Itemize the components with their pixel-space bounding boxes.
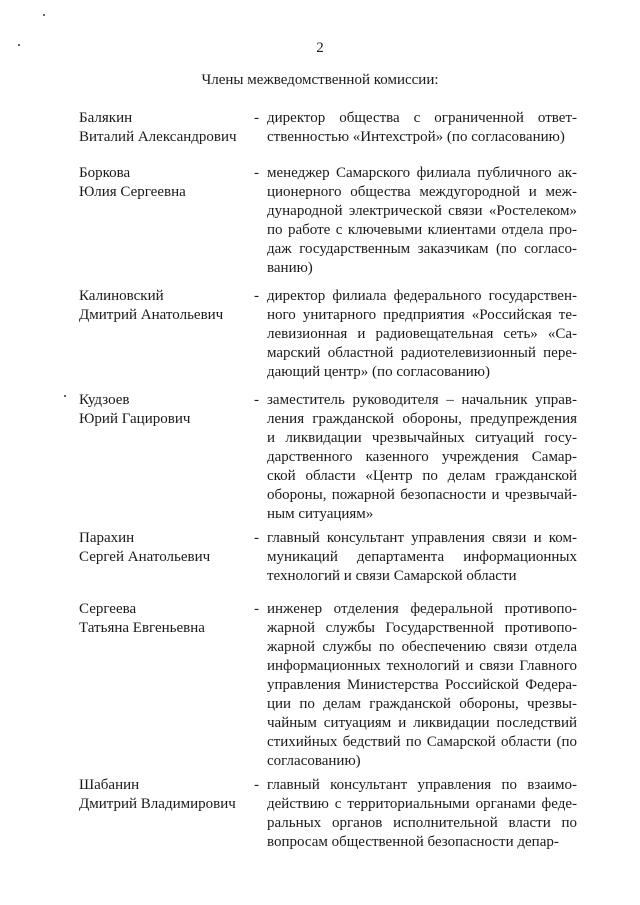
member-name: [79, 109, 259, 147]
position-line: информационных технологий и связи Главного: [267, 658, 577, 674]
member-surname: Сергеева: [79, 601, 137, 617]
position-line: директор филиала федерального государствен-: [267, 288, 577, 304]
position-line: вопросам общественной безопасности депар-: [267, 834, 559, 850]
position-line: чайным ситуациям и ликвидации последствий: [267, 715, 577, 731]
position-line: ции по делам гражданской обороны, чрезвы-: [267, 696, 577, 712]
position-line: действию с территориальными органами феде-: [267, 796, 577, 812]
position-line: по работе с ключевыми клиентами отдела про-: [267, 222, 577, 238]
entry-dash: -: [254, 165, 259, 181]
position-line: управления Министерства Российской Федера-: [267, 677, 577, 693]
position-line: ственностью «Интехстрой» (по согласованию): [267, 129, 565, 145]
position-line: ления гражданской обороны, предупреждения: [267, 411, 577, 427]
entry-dash: -: [254, 110, 259, 126]
position-line: главный консультант управления связи и ком-: [267, 530, 577, 546]
member-given: Дмитрий Владимирович: [79, 796, 236, 812]
position-line: марский областной радиотелевизионный пере-: [267, 345, 577, 361]
scan-speck: [64, 395, 66, 397]
member-given: Виталий Александрович: [79, 129, 237, 145]
member-surname: Кудзоев: [79, 392, 130, 408]
member-given: Юлия Сергеевна: [79, 184, 186, 200]
entry-dash: -: [254, 777, 259, 793]
member-name: [79, 391, 259, 429]
member-position: [267, 109, 577, 147]
member-given: Юрий Гацирович: [79, 411, 191, 427]
member-surname: Калиновский: [79, 288, 164, 304]
position-line: ской области «Центр по делам гражданской: [267, 468, 577, 484]
position-line: ционерного общества междугородной и меж-: [267, 184, 577, 200]
position-line: главный консультант управления по взаимо-: [267, 777, 577, 793]
page-number: 2: [316, 40, 324, 56]
position-line: ным ситуациям»: [267, 506, 374, 522]
position-line: жарной службы по обеспечению связи отдела: [267, 639, 577, 655]
position-line: ральных органов исполнительной власти по: [267, 815, 577, 831]
position-line: даж государственным заказчикам (по согласо-: [267, 241, 577, 257]
position-line: дународной электрической связи «Ростелеком»: [267, 203, 577, 219]
position-line: обороны, пожарной безопасности и чрезвычай-: [267, 487, 577, 503]
member-name: [79, 287, 259, 325]
member-name: [79, 529, 259, 567]
member-surname: Парахин: [79, 530, 135, 546]
entry-dash: -: [254, 530, 259, 546]
member-given: Дмитрий Анатольевич: [79, 307, 224, 323]
member-position: [267, 529, 577, 586]
member-surname: Балякин: [79, 110, 133, 126]
scan-speck: [43, 14, 45, 16]
member-position: [267, 600, 577, 771]
entry-dash: -: [254, 392, 259, 408]
position-line: ванию): [267, 260, 313, 276]
member-position: [267, 391, 577, 524]
position-line: левизионная и радиовещательная сеть» «Са-: [267, 326, 577, 342]
member-surname: Боркова: [79, 165, 131, 181]
position-line: директор общества с ограниченной ответ-: [267, 110, 577, 126]
section-heading: Члены межведомственной комиссии:: [201, 72, 439, 88]
member-given: Татьяна Евгеньевна: [79, 620, 205, 636]
position-line: ного унитарного предприятия «Российская те-: [267, 307, 577, 323]
member-name: [79, 776, 259, 814]
position-line: и ликвидации чрезвычайных ситуаций госу-: [267, 430, 577, 446]
position-line: согласованию): [267, 753, 361, 769]
position-line: заместитель руководителя – начальник управ-: [267, 392, 577, 408]
position-line: технологий и связи Самарской области: [267, 568, 517, 584]
position-line: менеджер Самарского филиала публичного ак-: [267, 165, 577, 181]
member-name: [79, 164, 259, 202]
member-position: [267, 164, 577, 278]
member-given: Сергей Анатольевич: [79, 549, 211, 565]
entry-dash: -: [254, 288, 259, 304]
position-line: инженер отделения федеральной противопо-: [267, 601, 577, 617]
position-line: муникаций департамента информационных: [267, 549, 577, 565]
entry-dash: -: [254, 601, 259, 617]
position-line: стихийных бедствий по Самарской области (по: [267, 734, 577, 750]
position-line: дающий центр» (по согласованию): [267, 364, 490, 380]
member-name: [79, 600, 259, 638]
position-line: дарственного казенного учреждения Самар-: [267, 449, 577, 465]
member-position: [267, 776, 577, 852]
member-position: [267, 287, 577, 382]
member-surname: Шабанин: [79, 777, 140, 793]
position-line: жарной службы Государственной противопо-: [267, 620, 577, 636]
